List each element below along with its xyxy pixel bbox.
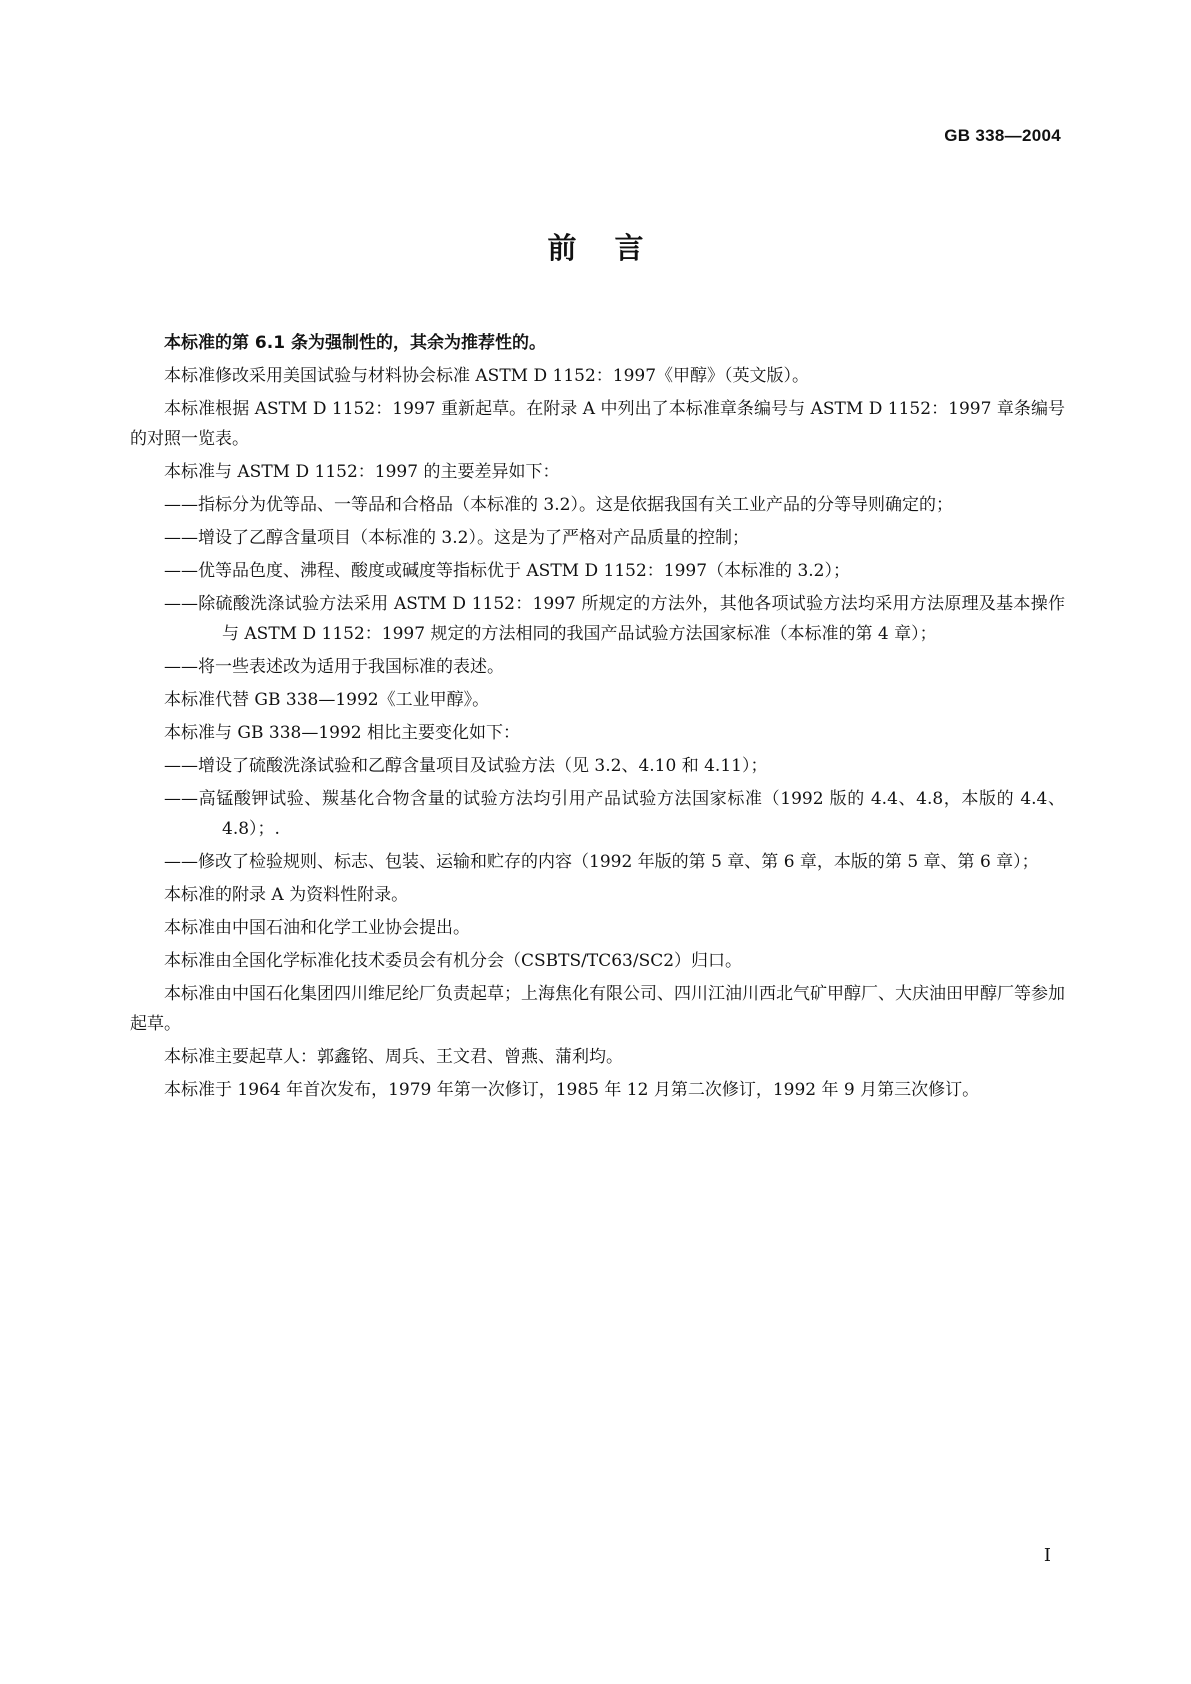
page-title: 前言 (547, 231, 682, 265)
list-item: ——增设了乙醇含量项目（本标准的 3.2）。这是为了严格对产品质量的控制； (164, 528, 749, 548)
page-number: I (1043, 1545, 1051, 1566)
paragraph: 本标准代替 GB 338—1992《工业甲醇》。 (164, 690, 490, 710)
list-item: ——高锰酸钾试验、羰基化合物含量的试验方法均引用产品试验方法国家标准（1992 版的 4.4、4.8，本版的 4.4、4.8）；. (164, 789, 1065, 839)
list-item: ——修改了检验规则、标志、包装、运输和贮存的内容（1992 年版的第 5 章、第 6 章，本版的第 5 章、第 6 章）； (164, 852, 1039, 872)
list-item: ——增设了硫酸洗涤试验和乙醇含量项目及试验方法（见 3.2、4.10 和 4.11）； (164, 756, 768, 776)
paragraph: 本标准由中国石化集团四川维尼纶厂负责起草；上海焦化有限公司、四川江油川西北气矿甲醇厂、大庆油田甲醇厂等参加起草。 (130, 984, 1065, 1034)
paragraph: 本标准与 GB 338—1992 相比主要变化如下： (164, 723, 520, 743)
mandatory-clause-note: 本标准的第 6.1 条为强制性的，其余为推荐性的。 (164, 333, 546, 353)
paragraph: 本标准于 1964 年首次发布，1979 年第一次修订，1985 年 12 月第二次修订，1992 年 9 月第三次修订。 (164, 1080, 980, 1100)
standard-number: GB 338—2004 (944, 126, 1061, 145)
paragraph: 本标准主要起草人：郭鑫铭、周兵、王文君、曾燕、蒲利均。 (164, 1047, 623, 1067)
list-item: ——将一些表述改为适用于我国标准的表述。 (164, 657, 504, 677)
foreword-body (130, 328, 1065, 1108)
paragraph: 本标准修改采用美国试验与材料协会标准 ASTM D 1152：1997《甲醇》（英文版）。 (164, 366, 810, 386)
paragraph: 本标准由中国石油和化学工业协会提出。 (164, 918, 470, 938)
paragraph: 本标准由全国化学标准化技术委员会有机分会（CSBTS/TC63/SC2）归口。 (164, 951, 743, 971)
list-item: ——指标分为优等品、一等品和合格品（本标准的 3.2）。这是依据我国有关工业产品的分等导则确定的； (164, 495, 953, 515)
list-item: ——除硫酸洗涤试验方法采用 ASTM D 1152：1997 所规定的方法外，其他各项试验方法均采用方法原理及基本操作与 ASTM D 1152：1997 规定的方法相同的我国产品试验方法国家标准（本标准的第 4 章）； (164, 594, 1065, 644)
paragraph: 本标准与 ASTM D 1152：1997 的主要差异如下： (164, 462, 560, 482)
paragraph: 本标准根据 ASTM D 1152：1997 重新起草。在附录 A 中列出了本标准章条编号与 ASTM D 1152：1997 章条编号的对照一览表。 (130, 399, 1065, 449)
list-item: ——优等品色度、沸程、酸度或碱度等指标优于 ASTM D 1152：1997（本标准的 3.2）； (164, 561, 850, 581)
paragraph: 本标准的附录 A 为资料性附录。 (164, 885, 409, 905)
